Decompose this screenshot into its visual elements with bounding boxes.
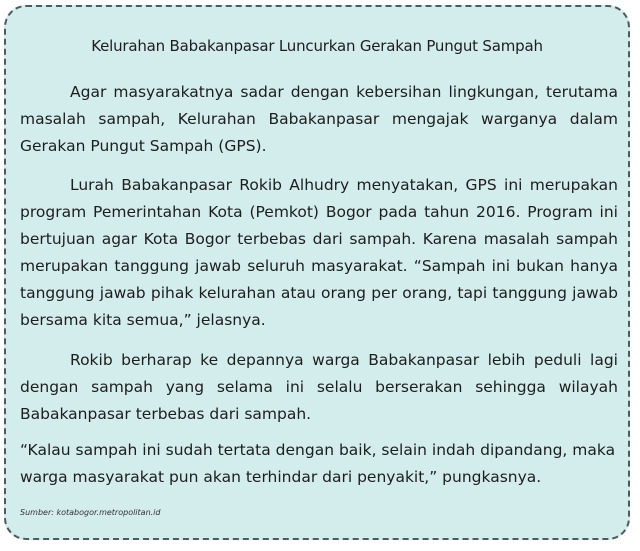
article-paragraph-3: Rokib berharap ke depannya warga Babakanpasar lebih peduli lagi dengan sampah yang selama ini selalu berserakan sehingga wilayah Babakanpasar terbebas dari sampah.: [20, 351, 618, 423]
source-citation: Sumber: kotabogor.metropolitan.id: [20, 508, 161, 517]
article-paragraph-1: Agar masyarakatnya sadar dengan kebersihan lingkungan, terutama masalah sampah, Kelurahan Babakanpasar mengajak warganya dalam Gerakan Pungut Sampah (GPS).: [20, 83, 618, 155]
article-paragraph-4: “Kalau sampah ini sudah tertata dengan baik, selain indah dipandang, maka warga masyarakat pun akan terhindar dari penyakit,” pungkasnya.: [20, 441, 616, 486]
article-paragraph-2: Lurah Babakanpasar Rokib Alhudry menyatakan, GPS ini merupakan program Pemerintahan Kota (Pemkot) Bogor pada tahun 2016. Program ini bertujuan agar Kota Bogor terbebas dari sampah. Karena masalah sampah merupakan tanggung jawab seluruh masyarakat. “Sampah ini bukan hanya tanggung jawab pihak kelurahan atau orang per orang, tapi tanggung jawab bersama kita semua,” jelasnya.: [20, 176, 618, 329]
article-card: [4, 5, 630, 540]
article-title: Kelurahan Babakanpasar Luncurkan Gerakan Pungut Sampah: [91, 37, 543, 55]
